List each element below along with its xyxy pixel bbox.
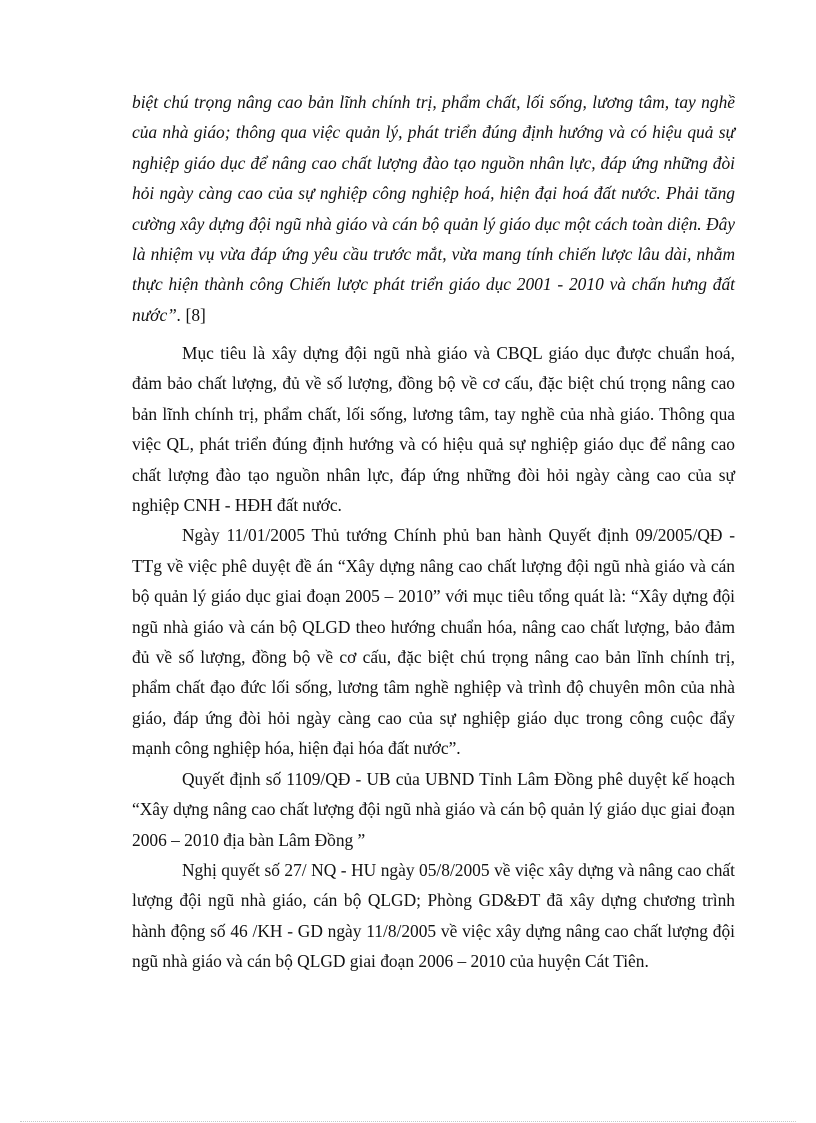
paragraph-resolution-27: Nghị quyết số 27/ NQ - HU ngày 05/8/2005 về việc xây dựng và nâng cao chất lượng đội ngũ nhà giáo, cán bộ QLGD; Phòng GD&ĐT đã xây dựng chương trình hành động số 46 /KH - GD ngày 11/8/2005 về việc xây dựng nâng cao chất lượng đội ngũ nhà giáo và cán bộ QLGD giai đoạn 2006 – 2010 của huyện Cát Tiên. [132, 859, 735, 972]
citation-reference: [8] [181, 304, 206, 325]
paragraph-decision-1109: Quyết định số 1109/QĐ - UB của UBND Tỉnh Lâm Đồng phê duyệt kế hoạch “Xây dựng nâng cao chất lượng đội ngũ nhà giáo và cán bộ quản lý giáo dục giai đoạn 2006 – 2010 địa bàn Lâm Đồng ” [132, 768, 735, 850]
quote-text: biệt chú trọng nâng cao bản lĩnh chính trị, phẩm chất, lối sống, lương tâm, tay nghề của nhà giáo; thông qua việc quản lý, phát triển đúng định hướng và có hiệu quả sự nghiệp giáo dục để nâng cao chất lượng đào tạo nguồn nhân lực, đáp ứng những đòi hỏi ngày càng cao của sự nghiệp công nghiệp hoá, hiện đại hoá đất nước. Phải tăng cường xây dựng đội ngũ nhà giáo và cán bộ quản lý giáo dục một cách toàn diện. Đây là nhiệm vụ vừa đáp ứng yêu cầu trước mắt, vừa mang tính chiến lược lâu dài, nhằm thực hiện thành công Chiến lược phát triển giáo dục 2001 - 2010 và chấn hưng đất nước”. [132, 92, 735, 325]
page-bottom-divider [20, 1121, 796, 1122]
paragraph-decision-09: Ngày 11/01/2005 Thủ tướng Chính phủ ban hành Quyết định 09/2005/QĐ - TTg về việc phê duyệt đề án “Xây dựng nâng cao chất lượng đội ngũ nhà giáo và cán bộ quản lý giáo dục giai đoạn 2005 – 2010” với mục tiêu tổng quát là: “Xây dựng đội ngũ nhà giáo và cán bộ QLGD theo hướng chuẩn hóa, nâng cao chất lượng, bảo đảm đủ về số lượng, đồng bộ về cơ cấu, đặc biệt chú trọng nâng cao bản lĩnh chính trị, phẩm chất đạo đức lối sống, lương tâm nghề nghiệp và trình độ chuyên môn của nhà giáo, đáp ứng đòi hỏi ngày càng cao của sự nghiệp giáo dục trong công cuộc đẩy mạnh công nghiệp hóa, hiện đại hóa đất nước”. [132, 525, 735, 759]
paragraph-objective: Mục tiêu là xây dựng đội ngũ nhà giáo và CBQL giáo dục được chuẩn hoá, đảm bảo chất lượng, đủ về số lượng, đồng bộ về cơ cấu, đặc biệt chú trọng nâng cao bản lĩnh chính trị, phẩm chất, lối sống, lương tâm, tay nghề của nhà giáo. Thông qua việc QL, phát triển đúng định hướng và có hiệu quả sự nghiệp giáo dục để nâng cao chất lượng đào tạo nguồn nhân lực, đáp ứng những đòi hỏi ngày càng cao của sự nghiệp CNH - HĐH đất nước. [132, 343, 735, 516]
quoted-passage [132, 87, 735, 330]
body-text [132, 338, 735, 977]
